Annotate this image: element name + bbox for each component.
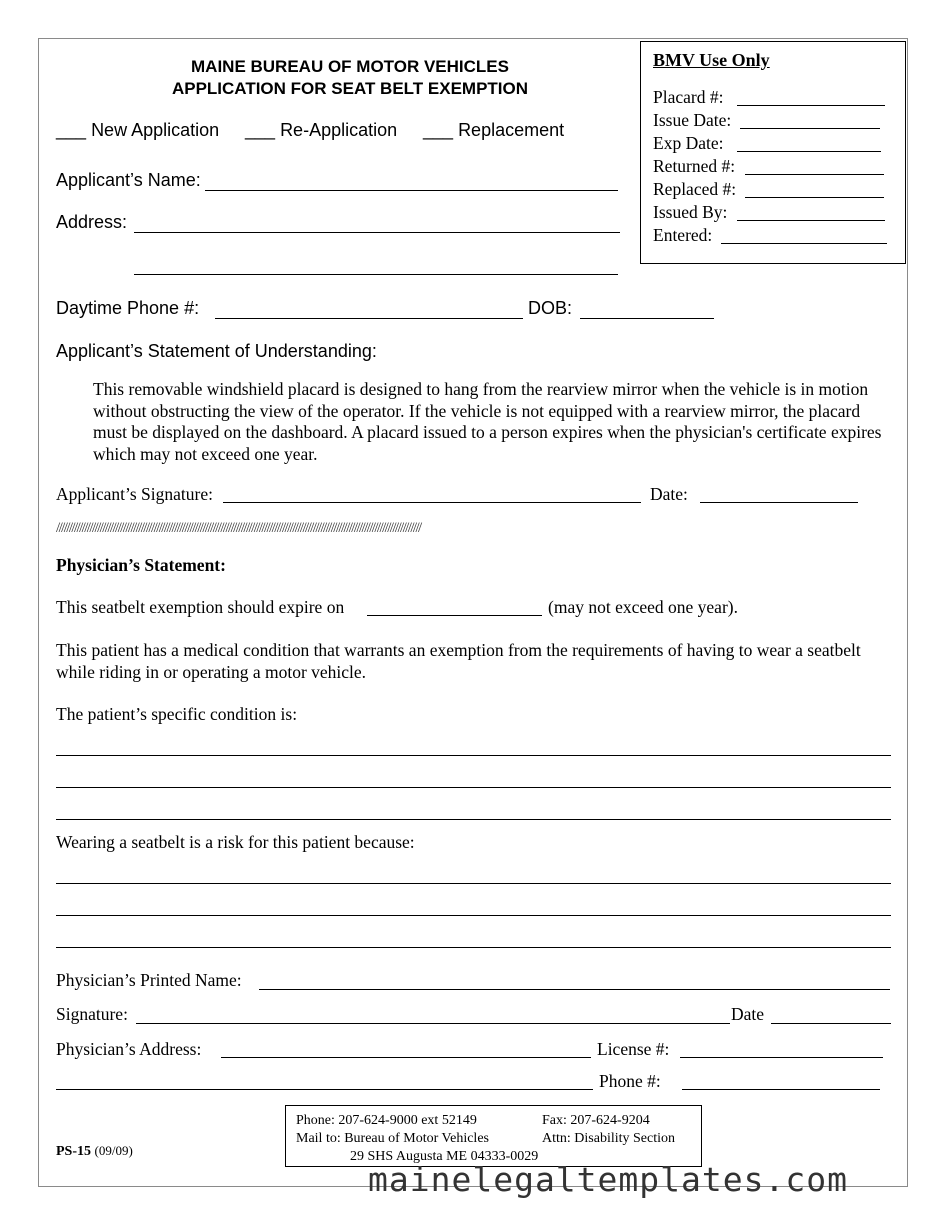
contact-street: 29 SHS Augusta ME 04333-0029 (350, 1149, 539, 1164)
bmv-issued-by-field[interactable] (737, 220, 885, 221)
bmv-use-only-title: BMV Use Only (653, 50, 770, 70)
re-application-option[interactable] (245, 120, 397, 141)
physician-printed-name-label: Physician’s Printed Name: (56, 970, 242, 990)
bmv-returned-field[interactable] (745, 174, 884, 175)
address-field-line-2[interactable] (134, 274, 618, 275)
daytime-phone-field[interactable] (215, 318, 523, 319)
specific-condition-line-2[interactable] (56, 787, 891, 788)
risk-label: Wearing a seatbelt is a risk for this patient because: (56, 832, 415, 852)
contact-mail-to: Mail to: Bureau of Motor Vehicles (296, 1131, 489, 1146)
bmv-use-only-box (640, 41, 906, 264)
form-title: APPLICATION FOR SEAT BELT EXEMPTION (171, 79, 529, 98)
agency-title: MAINE BUREAU OF MOTOR VEHICLES (191, 57, 509, 76)
form-code-number: PS-15 (56, 1144, 91, 1159)
physician-address-label: Physician’s Address: (56, 1039, 202, 1059)
license-field[interactable] (680, 1057, 883, 1058)
specific-condition-line-3[interactable] (56, 819, 891, 820)
applicant-date-label: Date: (650, 484, 688, 504)
physician-date-label: Date (731, 1004, 765, 1024)
statement-paragraph: This removable windshield placard is designed to hang from the rearview mirror when the vehicle is in motion without obstructing the view of the operator. If the vehicle is not equipped with a rearview mirror, the placard must be displayed on the dashboard. A placard issued to a person expires when the physician's certificate expires which may not exceed one year. (93, 379, 882, 464)
dob-field[interactable] (580, 318, 714, 319)
bmv-issue-date-field[interactable] (740, 128, 880, 129)
physician-date-field[interactable] (771, 1023, 891, 1024)
applicant-name-label: Applicant’s Name: (56, 170, 201, 190)
bmv-placard-label: Placard #: (653, 87, 724, 107)
new-application-label: New Application (91, 120, 220, 140)
physician-signature-field[interactable] (136, 1023, 730, 1024)
watermark-text: mainelegaltemplates.com (368, 1160, 848, 1199)
specific-condition-line-1[interactable] (56, 755, 891, 756)
physician-printed-name-field[interactable] (259, 989, 890, 990)
dob-label: DOB: (528, 298, 573, 318)
physician-address-field-2[interactable] (56, 1089, 593, 1090)
expiration-date-field[interactable] (367, 615, 542, 616)
bmv-returned-label: Returned #: (653, 156, 736, 176)
expire-prefix: This seatbelt exemption should expire on (56, 597, 345, 617)
physician-phone-label: Phone #: (599, 1071, 661, 1091)
replacement-label: Replacement (458, 120, 565, 140)
statement-heading: Applicant’s Statement of Understanding: (56, 341, 377, 361)
contact-phone: Phone: 207-624-9000 ext 52149 (296, 1113, 477, 1128)
section-separator: ////////////////////////////////////////////////////////////////////////////////////////////////////////////////////////////////////////////// (56, 520, 421, 536)
bmv-entered-label: Entered: (653, 225, 713, 245)
physician-statement-heading: Physician’s Statement: (56, 555, 226, 575)
condition-statement: This patient has a medical condition that warrants an exemption from the requirements of having to wear a seatbelt while riding in or operating a motor vehicle. (56, 640, 861, 682)
risk-line-3[interactable] (56, 947, 891, 948)
license-label: License #: (597, 1039, 670, 1059)
new-application-blank: ___ (56, 120, 87, 140)
address-label: Address: (56, 212, 128, 232)
applicant-signature-label: Applicant’s Signature: (56, 484, 213, 504)
risk-line-1[interactable] (56, 883, 891, 884)
physician-phone-field[interactable] (682, 1089, 880, 1090)
contact-info-box (285, 1105, 702, 1167)
specific-condition-label: The patient’s specific condition is: (56, 704, 298, 724)
physician-signature-label: Signature: (56, 1004, 128, 1024)
form-code (56, 1143, 133, 1160)
contact-attn: Attn: Disability Section (542, 1131, 675, 1146)
risk-line-2[interactable] (56, 915, 891, 916)
bmv-issue-date-label: Issue Date: (653, 110, 732, 130)
re-application-label: Re-Application (280, 120, 398, 140)
physician-address-field-1[interactable] (221, 1057, 591, 1058)
bmv-exp-date-field[interactable] (737, 151, 881, 152)
bmv-exp-date-label: Exp Date: (653, 133, 724, 153)
bmv-replaced-field[interactable] (745, 197, 884, 198)
applicant-date-field[interactable] (700, 502, 858, 503)
bmv-replaced-label: Replaced #: (653, 179, 737, 199)
bmv-issued-by-label: Issued By: (653, 202, 728, 222)
replacement-option[interactable] (423, 120, 564, 141)
expire-suffix: (may not exceed one year). (548, 597, 738, 617)
contact-fax: Fax: 207-624-9204 (542, 1113, 650, 1128)
address-field-line-1[interactable] (134, 232, 620, 233)
re-application-blank: ___ (245, 120, 276, 140)
bmv-placard-field[interactable] (737, 105, 885, 106)
applicant-name-field[interactable] (205, 190, 618, 191)
form-code-date: (09/09) (94, 1143, 133, 1158)
daytime-phone-label: Daytime Phone #: (56, 298, 200, 318)
new-application-option[interactable] (56, 120, 219, 141)
bmv-entered-field[interactable] (721, 243, 887, 244)
replacement-blank: ___ (423, 120, 454, 140)
applicant-signature-field[interactable] (223, 502, 641, 503)
